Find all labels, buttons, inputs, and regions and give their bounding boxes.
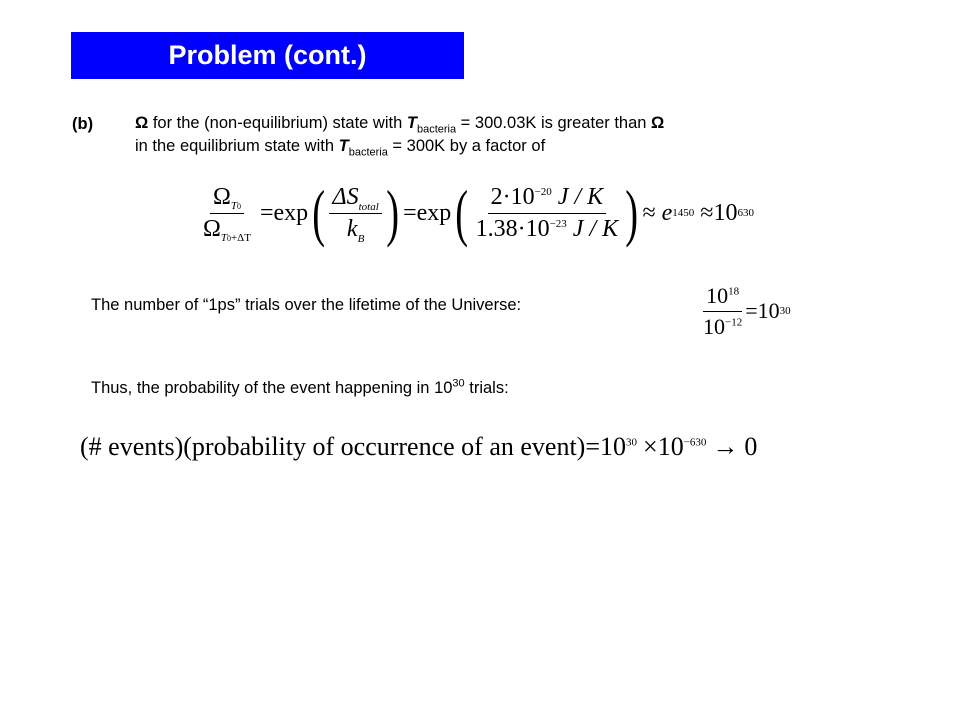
omega-symbol: Ω bbox=[651, 114, 665, 132]
probability-text: Thus, the probability of the event happening in $10^{30}$ trials: bbox=[91, 377, 509, 397]
slide-title: Problem (cont.) bbox=[168, 40, 367, 70]
numeric-fraction: $\frac{2\cdot 10^{-20} J / K}{1.38\cdot 10^{-23} J / K}$ bbox=[475, 183, 619, 242]
intro-line-1: Ω for the (non-equilibrium) state with $T_{bacteria} = 300.03K$ is greater than Ω bbox=[135, 114, 665, 136]
equation-omega-ratio: $\frac{\Omega_{T0}}{\Omega_{T0+\Delta T}}$ = exp ( $\frac{\Delta S_{total}}{k_B}$ ) = exp ( $\frac{2\cdot 10^{-20} J / K}{1.38\cdot 10^{-23} J / K}$ ) ≈ e 1450 ≈ 10 630 bbox=[200, 174, 754, 252]
entropy-fraction: $\frac{\Delta S_{total}}{k_B}$ bbox=[329, 184, 381, 243]
title-bar bbox=[71, 32, 464, 79]
trials-text: The number of “1ps” trials over the lifetime of the Universe: bbox=[91, 296, 522, 314]
trials-fraction: $\frac{10^{18}}{10^{-12}}$ bbox=[703, 282, 743, 339]
equation-probability: (# events)(probability of occurrence of an $event)=10^{30} \times 10^{-630} \to 0$ bbox=[80, 432, 758, 461]
intro-line-2: in the equilibrium state with $T_{bacteria} = 300K$ by a factor of bbox=[135, 137, 546, 159]
equation-trials: $\frac{10^{18}}{10^{-12}}$ = 10 30 bbox=[700, 278, 791, 344]
omega-symbol: Ω bbox=[135, 114, 149, 132]
omega-ratio-fraction: $\frac{\Omega_{T0}}{\Omega_{T0+\Delta T}}$ bbox=[203, 183, 251, 245]
part-label: (b) bbox=[72, 115, 94, 133]
